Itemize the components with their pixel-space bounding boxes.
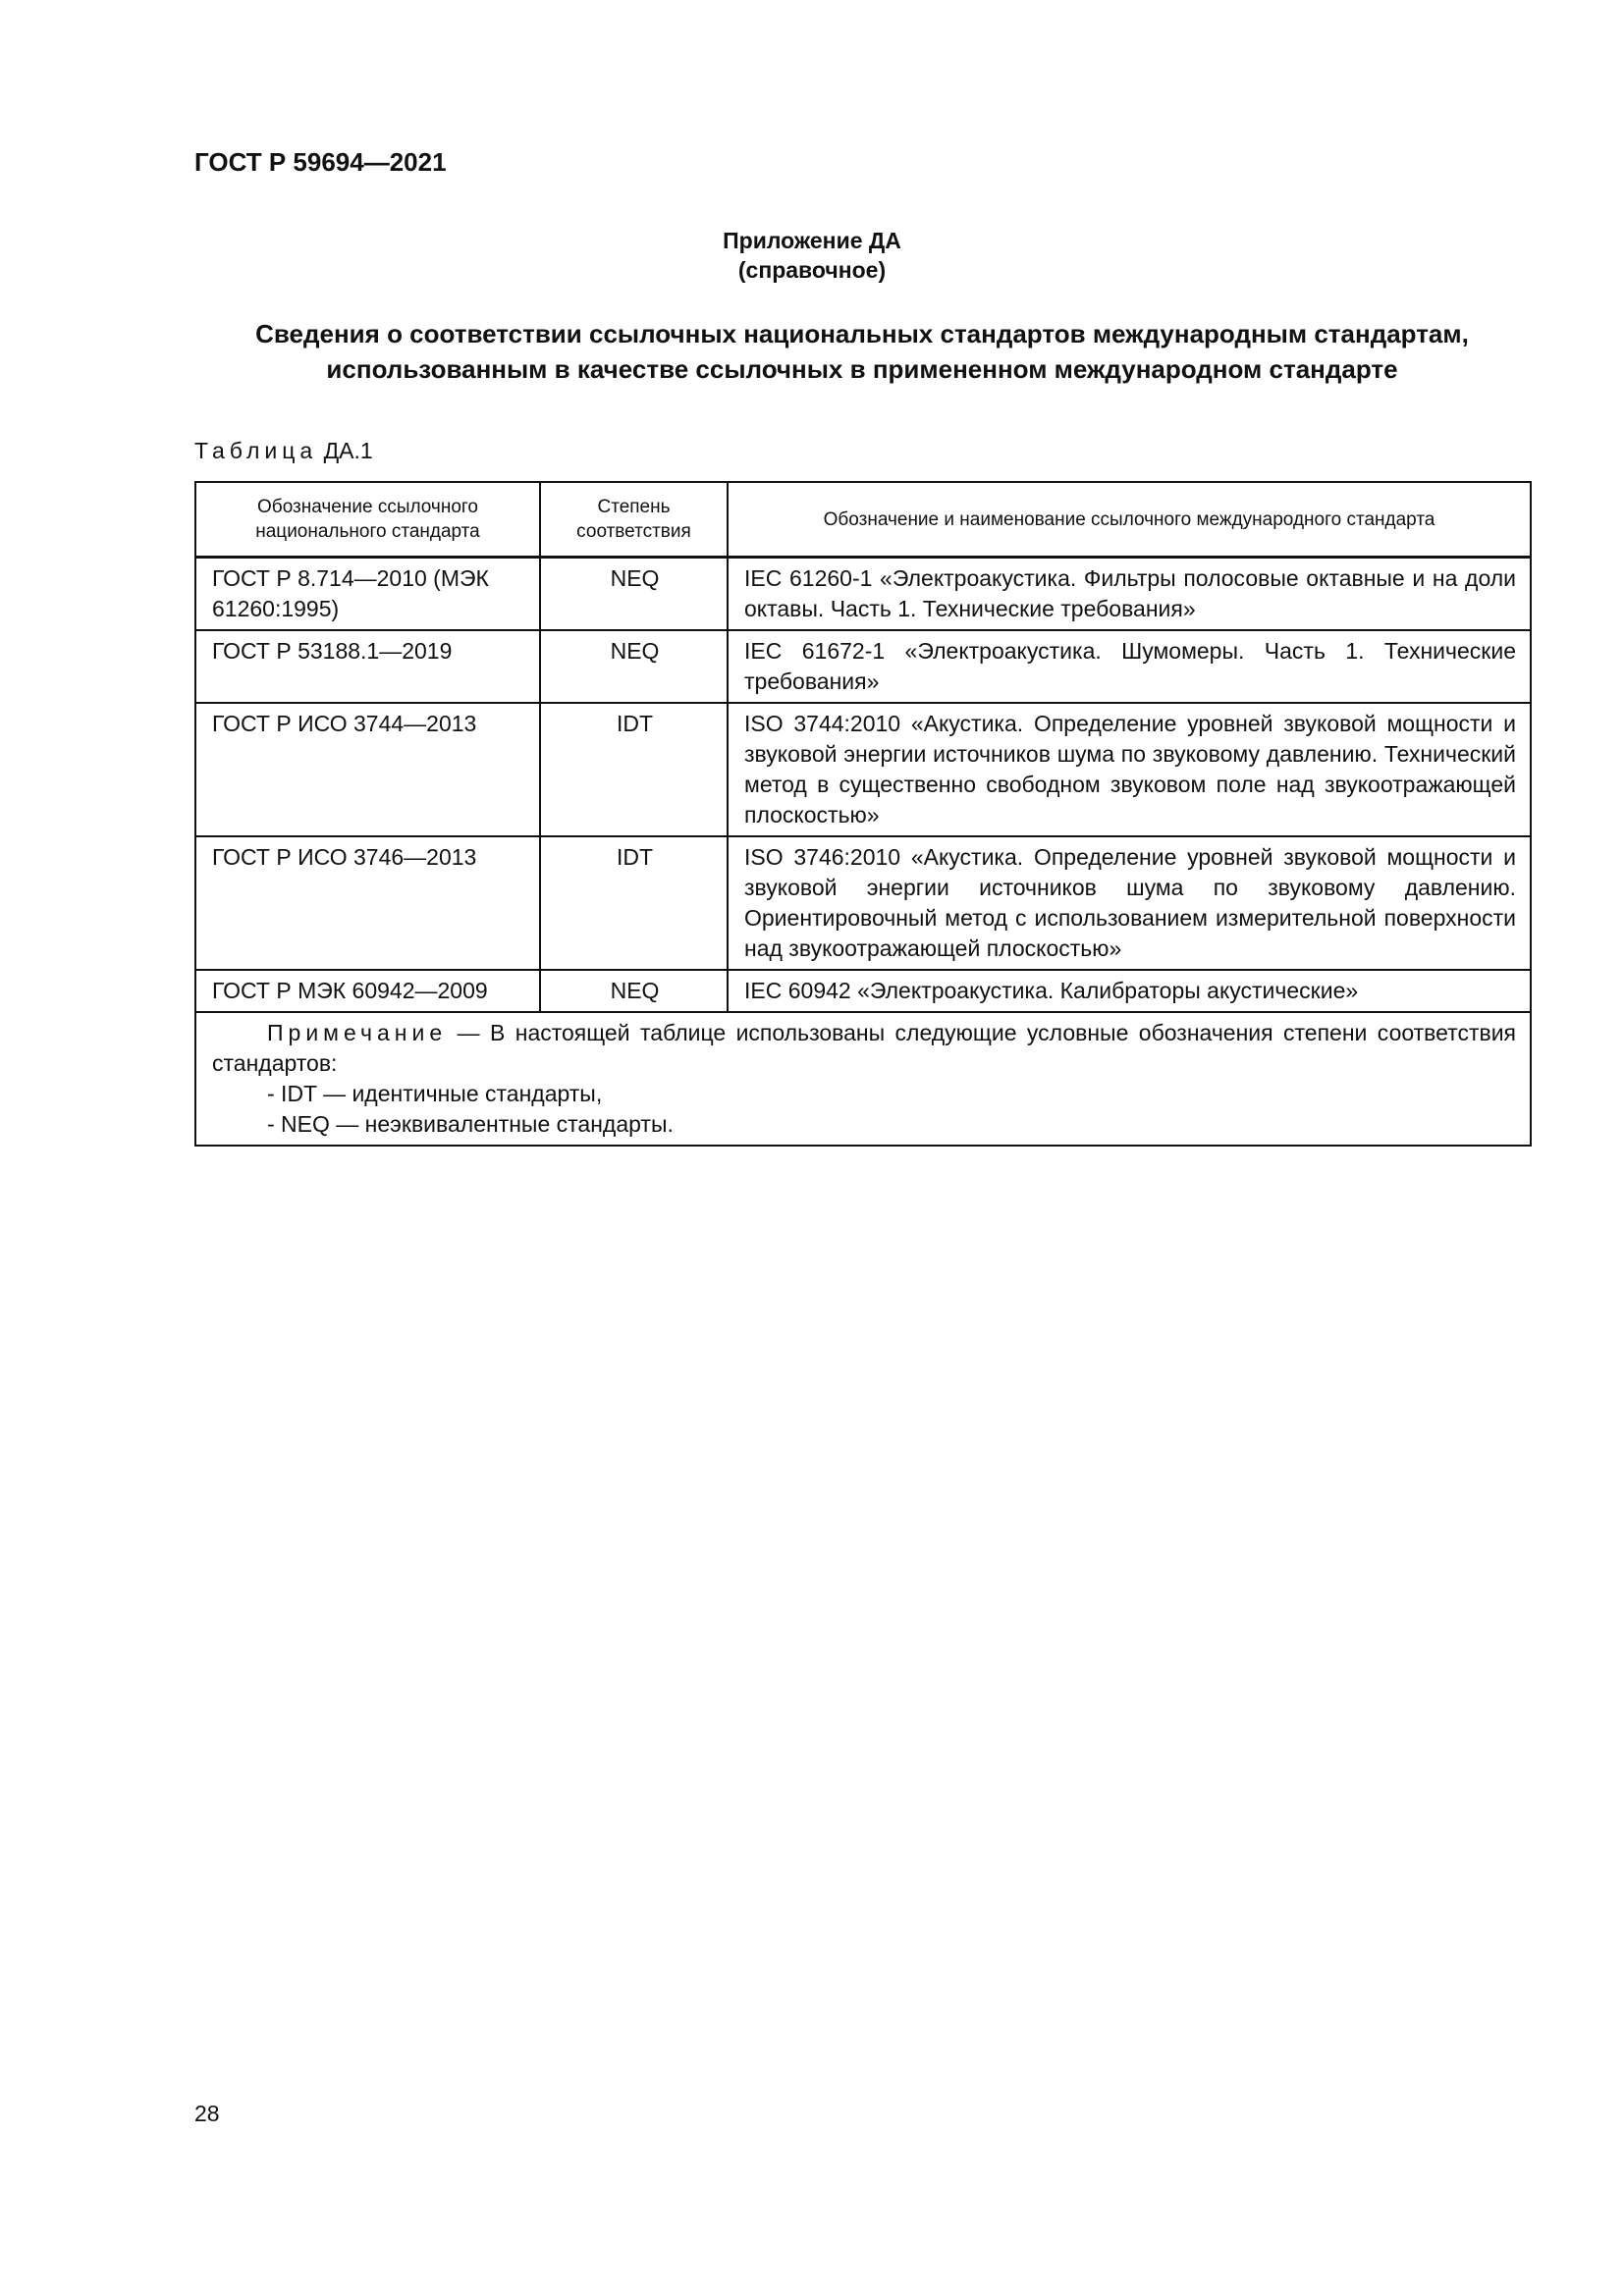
appendix-heading <box>0 226 1624 285</box>
degree-cell: IDT <box>540 703 728 836</box>
international-standard-cell: IEC 61260-1 «Электроакустика. Фильтры полосовые октавные и на доли октавы. Часть 1. Технические требования» <box>728 558 1531 631</box>
document-code: ГОСТ Р 59694—2021 <box>194 147 447 177</box>
national-standard-cell: ГОСТ Р ИСО 3746—2013 <box>195 836 540 970</box>
section-title-line-1: Сведения о соответствии ссылочных национальных стандартов международным стандартам, <box>255 319 1469 348</box>
national-standard-cell: ГОСТ Р 53188.1—2019 <box>195 630 540 703</box>
table-caption-word: Таблица <box>194 438 318 463</box>
table-row <box>195 836 1531 970</box>
international-standard-cell: IEC 61672-1 «Электроакустика. Шумомеры. Часть 1. Технические требования» <box>728 630 1531 703</box>
degree-cell: NEQ <box>540 558 728 631</box>
table-row <box>195 970 1531 1012</box>
note-item-neq: - NEQ — неэквивалентные стандарты. <box>267 1111 674 1137</box>
column-header-national: Обозначение ссылочного национального стандарта <box>195 482 540 558</box>
national-standard-cell: ГОСТ Р ИСО 3744—2013 <box>195 703 540 836</box>
column-header-international: Обозначение и наименование ссылочного международного стандарта <box>728 482 1531 558</box>
table-header-row <box>195 482 1531 558</box>
table-note <box>195 1012 1531 1146</box>
national-standard-cell: ГОСТ Р МЭК 60942—2009 <box>195 970 540 1012</box>
degree-cell: NEQ <box>540 970 728 1012</box>
table-caption <box>194 438 373 464</box>
degree-cell: IDT <box>540 836 728 970</box>
section-title-line-2: использованным в качестве ссылочных в примененном международном стандарте <box>326 354 1398 384</box>
table-row <box>195 703 1531 836</box>
note-label: Примечание <box>267 1020 448 1045</box>
note-item-idt: - IDT — идентичные стандарты, <box>267 1081 603 1106</box>
table-row <box>195 630 1531 703</box>
international-standard-cell: ISO 3746:2010 «Акустика. Определение уровней звуковой мощности и звуковой энергии источников шума по звуковому давлению. Ориентировочный метод с использованием измерительной поверхности над звукоотражающей плоскостью» <box>728 836 1531 970</box>
international-standard-cell: IEC 60942 «Электроакустика. Калибраторы акустические» <box>728 970 1531 1012</box>
correspondence-table <box>194 481 1532 1147</box>
table-caption-number: ДА.1 <box>323 438 373 463</box>
appendix-label: Приложение ДА <box>723 228 901 253</box>
note-text <box>212 1018 1516 1079</box>
note-body: — В настоящей таблице использованы следующие условные обозначения степени соответствия стандартов: <box>212 1020 1516 1076</box>
page-number: 28 <box>194 2101 220 2126</box>
section-title <box>194 316 1530 387</box>
international-standard-cell: ISO 3744:2010 «Акустика. Определение уровней звуковой мощности и звуковой энергии источников шума по звуковому давлению. Технический метод в существенно свободном звуковом поле над звукоотражающей плоскостью» <box>728 703 1531 836</box>
column-header-degree: Степень соответствия <box>540 482 728 558</box>
table-note-row <box>195 1012 1531 1146</box>
national-standard-cell: ГОСТ Р 8.714—2010 (МЭК 61260:1995) <box>195 558 540 631</box>
appendix-type: (справочное) <box>737 257 887 283</box>
table-row <box>195 558 1531 631</box>
degree-cell: NEQ <box>540 630 728 703</box>
